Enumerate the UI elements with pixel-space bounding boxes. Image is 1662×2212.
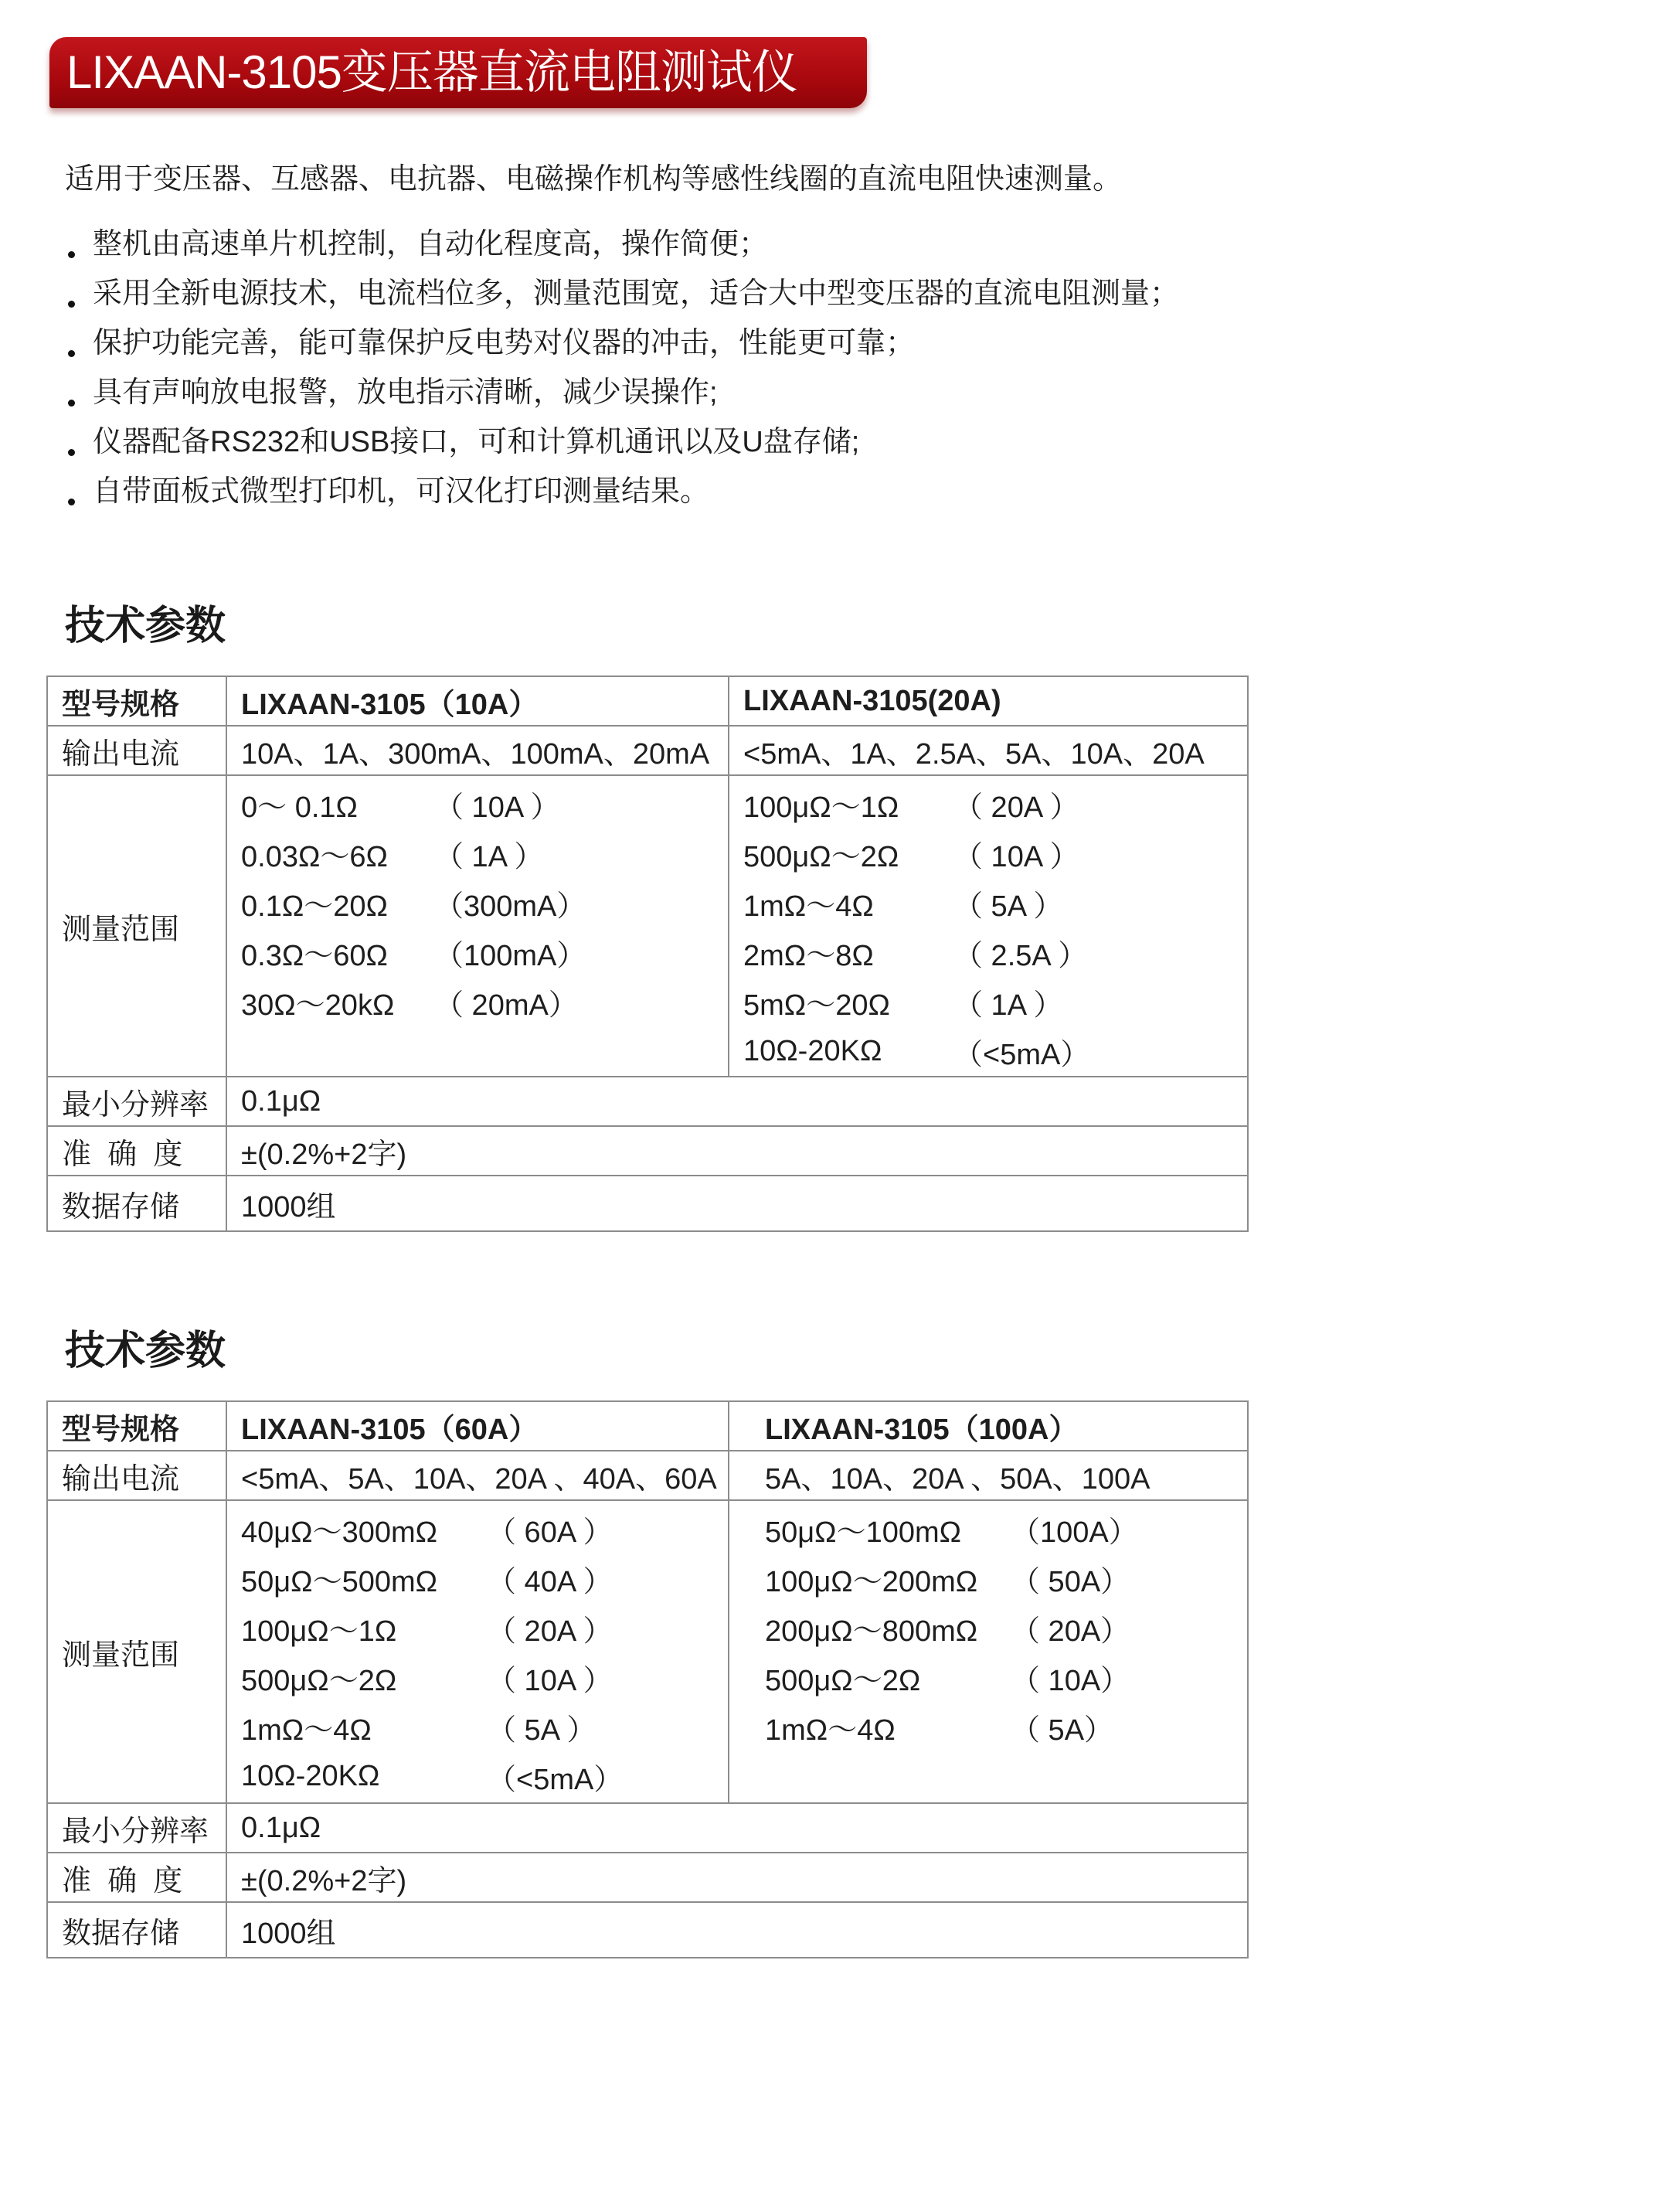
resolution-label: 最小分辨率 bbox=[47, 1803, 226, 1853]
range-value: 10Ω-20KΩ bbox=[241, 1759, 380, 1792]
table-row bbox=[47, 1853, 1248, 1902]
resolution-value: 0.1μΩ bbox=[226, 1077, 1248, 1126]
feature-item: 整机由高速单片机控制，自动化程度高，操作简便； bbox=[65, 219, 1179, 269]
accuracy-label: 准 确 度 bbox=[47, 1853, 226, 1902]
range-current: （ 20A ） bbox=[953, 791, 1079, 824]
range-line bbox=[765, 1603, 1233, 1652]
range-current: （ 10A ） bbox=[953, 840, 1079, 873]
range-line bbox=[765, 1504, 1233, 1554]
table-row bbox=[47, 775, 1248, 1077]
range-cell bbox=[226, 1500, 729, 1803]
range-line bbox=[241, 1504, 714, 1554]
range-value: 0.03Ω～6Ω bbox=[241, 840, 388, 873]
range-value: 0～ 0.1Ω bbox=[241, 791, 358, 824]
range-current: （ 10A ） bbox=[487, 1664, 613, 1697]
range-value: 5mΩ～20Ω bbox=[743, 989, 890, 1022]
range-current: （ 10A ） bbox=[434, 791, 560, 824]
range-value: 1mΩ～4Ω bbox=[765, 1713, 896, 1747]
range-value: 1mΩ～4Ω bbox=[241, 1713, 372, 1747]
range-value: 30Ω～20kΩ bbox=[241, 989, 395, 1022]
table-row bbox=[47, 1176, 1248, 1231]
range-cell bbox=[226, 775, 729, 1077]
feature-item: 具有声响放电报警，放电指示清晰，减少误操作; bbox=[65, 368, 1179, 417]
table-row bbox=[47, 1803, 1248, 1853]
storage-value: 1000组 bbox=[226, 1176, 1248, 1231]
table-row bbox=[47, 1077, 1248, 1126]
range-current: （ 5A） bbox=[1011, 1713, 1114, 1747]
range-line bbox=[743, 779, 1233, 829]
page-title: LIXAAN-3105变压器直流电阻测试仪 bbox=[66, 46, 797, 98]
range-line bbox=[241, 1603, 714, 1652]
range-value: 50μΩ～100mΩ bbox=[765, 1516, 962, 1549]
range-value: 40μΩ～300mΩ bbox=[241, 1516, 438, 1549]
range-current: （ 5A ） bbox=[953, 890, 1063, 923]
range-line bbox=[241, 927, 714, 977]
range-current: （ 50A） bbox=[1011, 1565, 1130, 1598]
storage-value: 1000组 bbox=[226, 1902, 1248, 1958]
table-row bbox=[47, 1902, 1248, 1958]
range-current: （ 1A ） bbox=[953, 989, 1063, 1022]
range-line bbox=[743, 927, 1233, 977]
feature-item: 保护功能完善，能可靠保护反电势对仪器的冲击，性能更可靠； bbox=[65, 318, 1179, 368]
range-cell bbox=[729, 1500, 1248, 1803]
spec-table-1 bbox=[46, 676, 1249, 1232]
accuracy-value: ±(0.2%+2字) bbox=[226, 1126, 1248, 1176]
range-value: 500μΩ～2Ω bbox=[765, 1664, 921, 1697]
range-line bbox=[241, 1702, 714, 1751]
model-label: 型号规格 bbox=[47, 676, 226, 726]
range-current: （ 20mA） bbox=[434, 989, 578, 1022]
resolution-label: 最小分辨率 bbox=[47, 1077, 226, 1126]
range-line bbox=[765, 1554, 1233, 1603]
range-value: 1mΩ～4Ω bbox=[743, 890, 874, 923]
range-current: （ 40A ） bbox=[487, 1565, 613, 1598]
range-value: 2mΩ～8Ω bbox=[743, 939, 874, 972]
range-value: 200μΩ～800mΩ bbox=[765, 1615, 978, 1648]
range-label: 测量范围 bbox=[47, 1500, 226, 1803]
range-current: （<5mA） bbox=[953, 1038, 1090, 1071]
table-row bbox=[47, 1500, 1248, 1803]
range-line bbox=[241, 1751, 714, 1801]
spec-table-2 bbox=[46, 1400, 1249, 1958]
feature-item: 仪器配备RS232和USB接口，可和计算机通讯以及U盘存储; bbox=[65, 417, 1179, 467]
range-line bbox=[743, 829, 1233, 878]
table-row bbox=[47, 1126, 1248, 1176]
range-value: 0.1Ω～20Ω bbox=[241, 890, 388, 923]
current-values: <5mA、1A、2.5A、5A、10A、20A bbox=[729, 726, 1248, 775]
range-current: （ 20A） bbox=[1011, 1615, 1130, 1648]
range-value: 10Ω-20KΩ bbox=[743, 1034, 882, 1067]
range-line bbox=[743, 1026, 1233, 1076]
range-line bbox=[765, 1702, 1233, 1751]
model-label: 型号规格 bbox=[47, 1401, 226, 1451]
range-current: （ 5A ） bbox=[487, 1713, 596, 1747]
range-current: （ 20A ） bbox=[487, 1615, 613, 1648]
range-line bbox=[765, 1652, 1233, 1702]
accuracy-value: ±(0.2%+2字) bbox=[226, 1853, 1248, 1902]
range-label: 测量范围 bbox=[47, 775, 226, 1077]
range-line bbox=[743, 977, 1233, 1026]
range-line bbox=[241, 829, 714, 878]
model-name: LIXAAN-3105（100A） bbox=[729, 1401, 1248, 1451]
range-value: 500μΩ～2Ω bbox=[241, 1664, 397, 1697]
range-line bbox=[743, 878, 1233, 927]
range-cell bbox=[729, 775, 1248, 1077]
range-current: （ 1A ） bbox=[434, 840, 544, 873]
intro-text: 适用于变压器、互感器、电抗器、电磁操作机构等感性线圈的直流电阻快速测量。 bbox=[65, 163, 1123, 196]
table-row bbox=[47, 1451, 1248, 1500]
range-current: （100A） bbox=[1011, 1516, 1138, 1549]
accuracy-label: 准 确 度 bbox=[47, 1126, 226, 1176]
range-current: （100mA） bbox=[434, 939, 586, 972]
range-value: 500μΩ～2Ω bbox=[743, 840, 899, 873]
feature-item: 自带面板式微型打印机，可汉化打印测量结果。 bbox=[65, 467, 1179, 516]
storage-label: 数据存储 bbox=[47, 1176, 226, 1231]
range-line bbox=[241, 977, 714, 1026]
table-row bbox=[47, 676, 1248, 726]
resolution-value: 0.1μΩ bbox=[226, 1803, 1248, 1853]
current-label: 输出电流 bbox=[47, 726, 226, 775]
feature-list bbox=[65, 219, 1179, 516]
range-line bbox=[241, 1652, 714, 1702]
current-label: 输出电流 bbox=[47, 1451, 226, 1500]
range-value: 100μΩ～1Ω bbox=[743, 791, 899, 824]
current-values: 10A、1A、300mA、100mA、20mA bbox=[226, 726, 729, 775]
table-row bbox=[47, 726, 1248, 775]
model-name: LIXAAN-3105（60A） bbox=[226, 1401, 729, 1451]
section-title: 技术参数 bbox=[65, 1329, 226, 1373]
range-current: （ 2.5A ） bbox=[953, 939, 1088, 972]
range-line bbox=[241, 779, 714, 829]
range-value: 0.3Ω～60Ω bbox=[241, 939, 388, 972]
section-title: 技术参数 bbox=[65, 604, 226, 648]
range-value: 100μΩ～200mΩ bbox=[765, 1565, 978, 1598]
storage-label: 数据存储 bbox=[47, 1902, 226, 1958]
current-values: 5A、10A、20A 、50A、100A bbox=[729, 1451, 1248, 1500]
range-current: （<5mA） bbox=[487, 1763, 624, 1796]
range-current: （ 60A ） bbox=[487, 1516, 613, 1549]
range-value: 50μΩ～500mΩ bbox=[241, 1565, 438, 1598]
range-current: （300mA） bbox=[434, 890, 586, 923]
table-row bbox=[47, 1401, 1248, 1451]
model-name: LIXAAN-3105(20A) bbox=[729, 676, 1248, 726]
feature-item: 采用全新电源技术，电流档位多，测量范围宽，适合大中型变压器的直流电阻测量； bbox=[65, 269, 1179, 318]
range-line bbox=[241, 878, 714, 927]
range-line bbox=[241, 1554, 714, 1603]
range-current: （ 10A） bbox=[1011, 1664, 1130, 1697]
model-name: LIXAAN-3105（10A） bbox=[226, 676, 729, 726]
current-values: <5mA、5A、10A、20A 、40A、60A bbox=[226, 1451, 729, 1500]
range-value: 100μΩ～1Ω bbox=[241, 1615, 397, 1648]
